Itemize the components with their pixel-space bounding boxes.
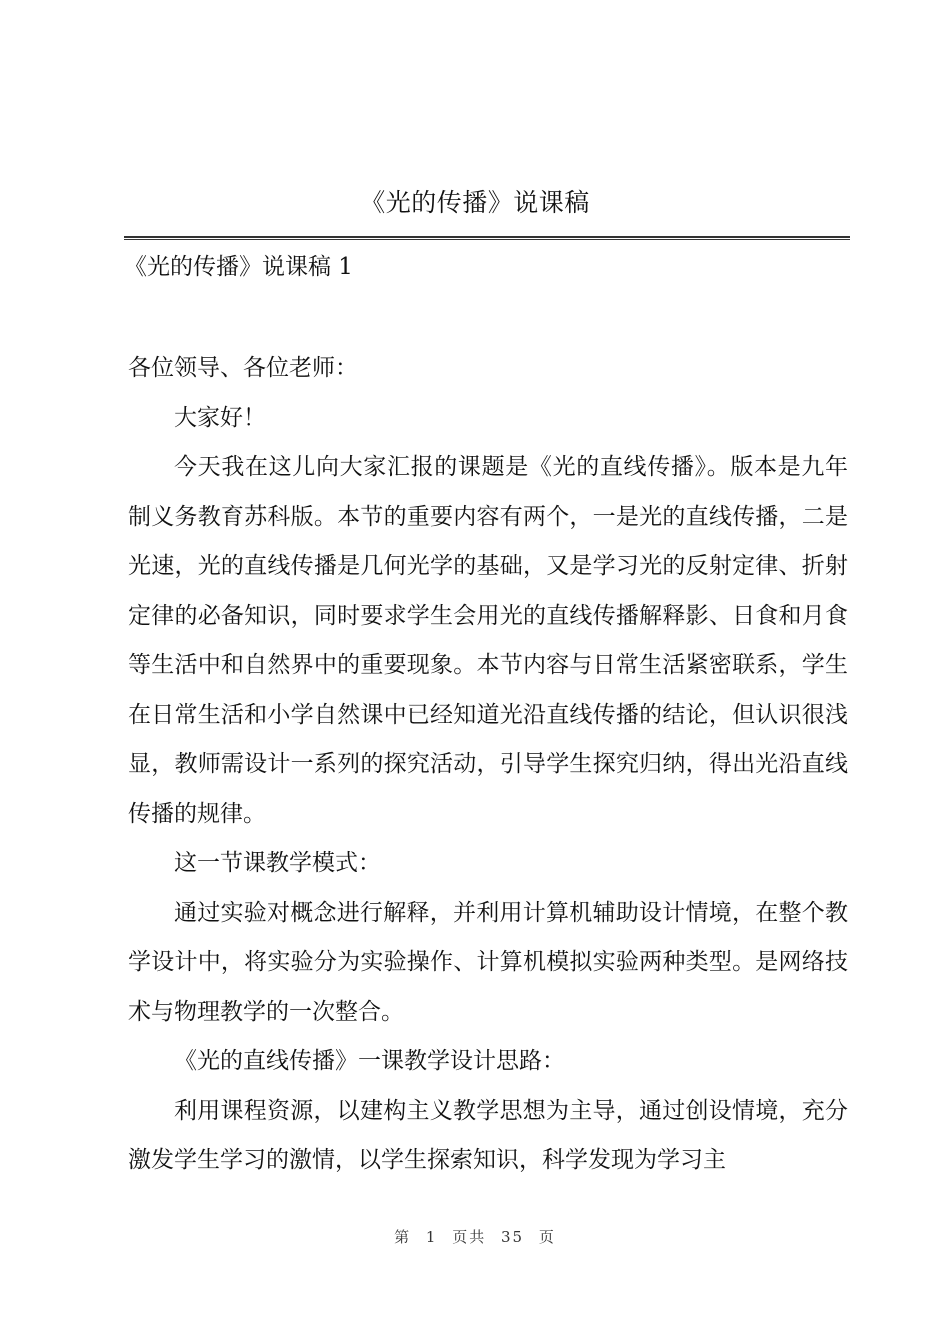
body-paragraph: 今天我在这儿向大家汇报的课题是《光的直线传播》。版本是九年制义务教育苏科版。本节的重要内容有两个，一是光的直线传播，二是光速，光的直线传播是几何光学的基础，又是学习光的反射定律、折射定律的必备知识，同时要求学生会用光的直线传播解释影、日食和月食等生活中和自然界中的重要现象。本节内容与日常生活紧密联系，学生在日常生活和小学自然课中已经知道光沿直线传播的结论，但认识很浅显，教师需设计一系列的探究活动，引导学生探究归纳，得出光沿直线传播的规律。 — [128, 454, 848, 827]
body-paragraph: 通过实验对概念进行解释，并利用计算机辅助设计情境，在整个教学设计中，将实验分为实验操作、计算机模拟实验两种类型。是网络技术与物理教学的一次整合。 — [128, 899, 848, 1025]
section-heading: 《光的传播》说课稿 1 — [124, 254, 353, 280]
page-number-footer: 第 1 页共 35 页 — [394, 1228, 556, 1246]
title-divider — [124, 236, 850, 240]
document-title: 《光的传播》说课稿 — [360, 188, 590, 217]
document-body — [128, 344, 848, 1186]
body-paragraph: 《光的直线传播》一课教学设计思路： — [174, 1048, 565, 1074]
greeting-line: 各位领导、各位老师： — [128, 355, 358, 381]
body-paragraph: 大家好！ — [174, 404, 266, 431]
body-paragraph: 利用课程资源，以建构主义教学思想为主导，通过创设情境，充分激发学生学习的激情，以学生探索知识，科学发现为学习主 — [128, 1097, 848, 1173]
body-paragraph: 这一节课教学模式： — [174, 850, 381, 876]
